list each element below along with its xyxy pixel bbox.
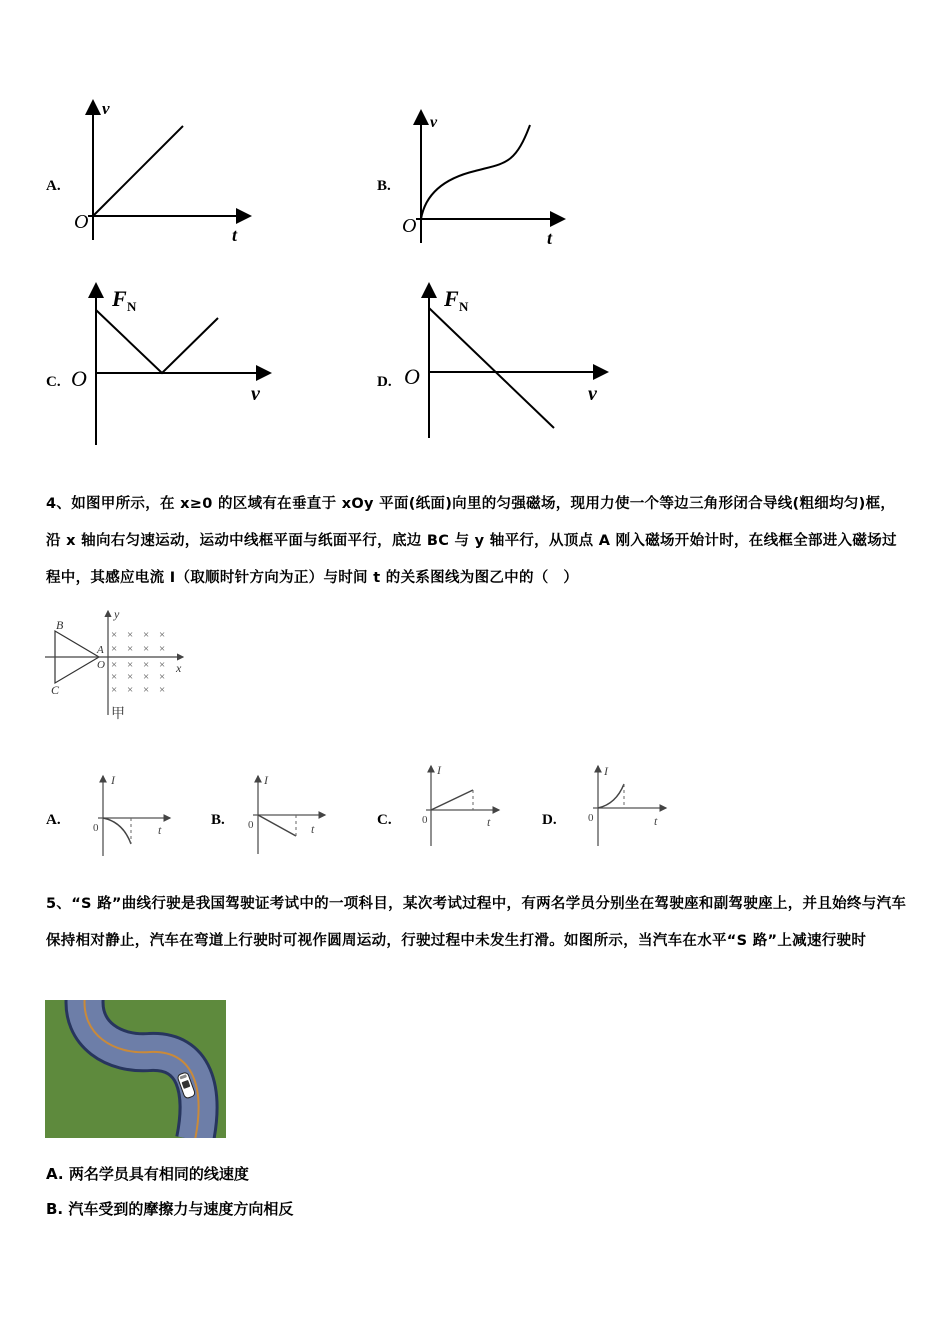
fn-v-line	[429, 308, 554, 428]
x-axis-label: t	[232, 225, 238, 245]
svg-text:t: t	[158, 823, 162, 837]
label-c: C	[51, 683, 60, 697]
q5-answer-b[interactable]: B. 汽车受到的摩擦力与速度方向相反	[46, 1200, 294, 1218]
label-x: x	[176, 661, 182, 675]
x-axis-label: t	[547, 228, 553, 248]
svg-text:I: I	[437, 763, 441, 777]
svg-text:t: t	[311, 822, 315, 836]
svg-text:×: ×	[127, 643, 134, 655]
q4-graph-a	[85, 770, 180, 860]
label-y: y	[114, 607, 120, 621]
q3-option-d-label: D.	[377, 374, 392, 390]
x-axis-label: v	[588, 383, 597, 405]
q3-graph-b	[390, 105, 580, 250]
q5-answer-a[interactable]: A. 两名学员具有相同的线速度	[46, 1165, 249, 1183]
svg-text:×: ×	[111, 659, 118, 671]
svg-text:I: I	[111, 773, 115, 787]
origin-label: O	[402, 215, 417, 237]
svg-text:×: ×	[159, 659, 166, 671]
svg-text:×: ×	[143, 671, 150, 683]
svg-text:I: I	[264, 773, 268, 787]
svg-text:0: 0	[248, 819, 254, 831]
svg-text:×: ×	[111, 671, 118, 683]
i-t-curve	[598, 784, 624, 808]
magnetic-field-crosses	[111, 629, 165, 696]
q3-graph-c	[60, 280, 280, 450]
svg-text:×: ×	[143, 659, 150, 671]
y-axis-label: v	[430, 114, 438, 131]
v-t-line	[93, 126, 183, 216]
q4-figure-jia	[45, 605, 195, 730]
i-t-line	[258, 815, 296, 836]
svg-text:×: ×	[159, 684, 166, 696]
svg-text:0: 0	[93, 822, 99, 834]
y-axis-subscript: N	[459, 299, 469, 314]
i-t-curve	[103, 818, 131, 844]
svg-text:×: ×	[143, 629, 150, 641]
q3-graph-a	[60, 95, 260, 245]
i-t-line	[431, 790, 473, 810]
q4-graph-c	[413, 760, 508, 850]
svg-text:t: t	[654, 814, 658, 828]
q4-option-d-label: D.	[542, 812, 557, 828]
q4-option-a-label: A.	[46, 812, 61, 828]
origin-label: O	[74, 211, 89, 233]
svg-text:t: t	[487, 815, 491, 829]
y-axis-label: F	[112, 286, 127, 311]
q3-option-a-label: A.	[46, 178, 61, 194]
svg-text:×: ×	[111, 643, 118, 655]
svg-text:×: ×	[127, 629, 134, 641]
svg-text:×: ×	[159, 629, 166, 641]
question-5-text: 5、“S 路”曲线行驶是我国驾驶证考试中的一项科目，某次考试过程中，有两名学员分别坐在驾驶座和副驾驶座上，并且始终与汽车保持相对静止，汽车在弯道上行驶时可视作圆周运动，行驶过程中未发生打滑。如图所示，当汽车在水平“S 路”上减速行驶时	[46, 896, 907, 949]
svg-text:0: 0	[588, 812, 594, 824]
svg-text:×: ×	[127, 684, 134, 696]
q4-option-b-label: B.	[211, 812, 225, 828]
origin-label: O	[404, 364, 420, 389]
label-o: O	[97, 659, 105, 671]
svg-text:×: ×	[143, 684, 150, 696]
q4-option-c-label: C.	[377, 812, 392, 828]
svg-text:×: ×	[111, 629, 118, 641]
q3-option-c-label: C.	[46, 374, 61, 390]
y-axis-label: v	[102, 99, 110, 118]
q3-graph-d	[395, 280, 615, 440]
s-road-illustration	[45, 1000, 226, 1138]
v-t-curve	[421, 125, 530, 219]
svg-text:×: ×	[159, 643, 166, 655]
y-axis-label: F	[444, 286, 459, 311]
label-b: B	[56, 618, 64, 632]
question-4-text: 4、如图甲所示，在 x≥0 的区域有在垂直于 xOy 平面(纸面)向里的匀强磁场，现用力使一个等边三角形闭合导线(粗细均匀)框，沿 x 轴向右匀速运动，运动中线框平面与纸面平行，底边 BC 与 y 轴平行，从顶点 A 刚入磁场开始计时，在线框全部进入磁场过程中，其感应电流 I（取顺时针方向为正）与时间 t 的关系图线为图乙中的（ ）	[46, 496, 897, 586]
svg-text:×: ×	[111, 684, 118, 696]
svg-text:×: ×	[127, 659, 134, 671]
svg-text:×: ×	[127, 671, 134, 683]
origin-label: O	[71, 366, 87, 391]
svg-text:0: 0	[422, 814, 428, 826]
y-axis-subscript: N	[127, 299, 137, 314]
x-axis-label: v	[251, 383, 260, 405]
figure-caption: 甲	[111, 707, 125, 722]
q4-graph-d	[578, 760, 673, 850]
q3-option-b-label: B.	[377, 178, 391, 194]
label-a: A	[97, 644, 104, 656]
q4-graph-b	[240, 770, 335, 860]
svg-text:I: I	[604, 764, 608, 778]
svg-text:×: ×	[143, 643, 150, 655]
fn-v-line	[96, 310, 218, 373]
svg-text:×: ×	[159, 671, 166, 683]
